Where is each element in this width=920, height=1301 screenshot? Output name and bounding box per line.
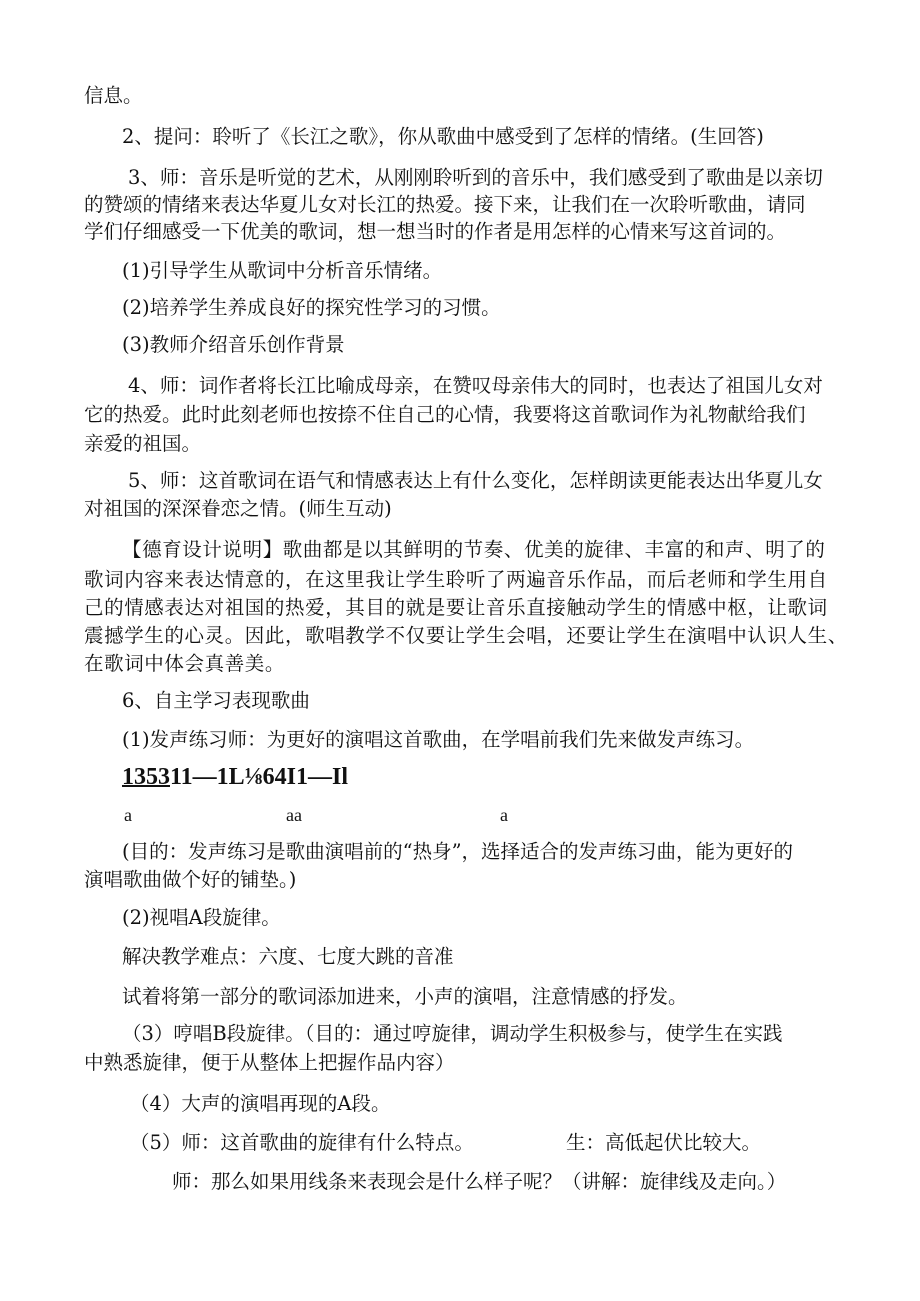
paragraph-line: 4、师：词作者将长江比喻成母亲，在赞叹母亲伟大的同时，也表达了祖国儿女对 — [128, 374, 823, 397]
paragraph-line: 试着将第一部分的歌词添加进来，小声的演唱，注意情感的抒发。 — [122, 985, 688, 1008]
moral-design-note-line: 震撼学生的心灵。因此，歌唱教学不仅要让学生会唱，还要让学生在演唱中认识人生、 — [84, 624, 848, 647]
paragraph-line: (2)培养学生养成良好的探究性学习的习惯。 — [122, 296, 501, 319]
notation-rest: 11—1L⅛64I1—Il — [170, 764, 349, 790]
moral-design-note-line: 歌词内容来表达情意的，在这里我让学生聆听了两遍音乐作品，而后老师和学生用自 — [84, 568, 828, 591]
syllable-label: a — [124, 805, 132, 825]
paragraph-line: 它的热爱。此时此刻老师也按捺不住自己的心情，我要将这首歌词作为礼物献给我们 — [84, 403, 806, 426]
paragraph-line: (1)发声练习师：为更好的演唱这首歌曲，在学唱前我们先来做发声练习。 — [122, 728, 755, 751]
paragraph-line: 3、师：音乐是听觉的艺术，从刚刚聆听到的音乐中，我们感受到了歌曲是以亲切 — [128, 166, 823, 189]
paragraph-line: 解决教学难点：六度、七度大跳的音准 — [122, 945, 454, 968]
paragraph-line: （5）师：这首歌曲的旋律有什么特点。 — [130, 1131, 474, 1154]
moral-design-note-line: 己的情感表达对祖国的热爱，其目的就是要让音乐直接触动学生的情感中枢，让歌词 — [84, 596, 828, 619]
paragraph-line: 演唱歌曲做个好的铺垫。) — [84, 868, 297, 891]
paragraph-line: （4）大声的演唱再现的A段。 — [130, 1092, 391, 1115]
paragraph-line: 的赞颂的情绪来表达华夏儿女对长江的热爱。接下来，让我们在一次聆听歌曲，请同 — [84, 193, 806, 216]
paragraph-line: (3)教师介绍音乐创作背景 — [122, 333, 345, 356]
paragraph-line: 2、提问：聆听了《长江之歌》，你从歌曲中感受到了怎样的情绪。(生回答) — [122, 125, 764, 148]
paragraph-line: (目的：发声练习是歌曲演唱前的“热身”，选择适合的发声练习曲，能为更好的 — [122, 840, 794, 863]
syllable-label: a — [500, 805, 508, 825]
moral-design-note-line: 【德育设计说明】歌曲都是以其鲜明的节奏、优美的旋律、丰富的和声、明了的 — [122, 538, 826, 561]
paragraph-line: 生：高低起伏比较大。 — [566, 1131, 762, 1154]
vocal-exercise-notation — [122, 763, 348, 791]
paragraph-line: 师：那么如果用线条来表现会是什么样子呢？（讲解：旋律线及走向。） — [172, 1170, 787, 1193]
paragraph-line: (1)引导学生从歌词中分析音乐情绪。 — [122, 259, 443, 282]
notation-underlined: 1353 — [122, 764, 170, 790]
paragraph-line: 信息。 — [84, 84, 143, 107]
syllable-label: aa — [286, 805, 302, 825]
paragraph-line: 对祖国的深深眷恋之情。(师生互动) — [84, 497, 392, 520]
paragraph-line: 亲爱的祖国。 — [84, 432, 202, 455]
paragraph-line: 5、师：这首歌词在语气和情感表达上有什么变化，怎样朗读更能表达出华夏儿女 — [128, 469, 823, 492]
moral-design-note-line: 在歌词中体会真善美。 — [84, 652, 286, 675]
paragraph-line: 学们仔细感受一下优美的歌词，想一想当时的作者是用怎样的心情来写这首词的。 — [84, 220, 787, 243]
paragraph-line: 中熟悉旋律，便于从整体上把握作品内容） — [84, 1051, 455, 1074]
paragraph-line: (2)视唱A段旋律。 — [122, 906, 281, 929]
section-heading: 6、自主学习表现歌曲 — [122, 689, 310, 712]
paragraph-line: （3）哼唱B段旋律。（目的：通过哼旋律，调动学生积极参与，使学生在实践 — [122, 1022, 783, 1045]
